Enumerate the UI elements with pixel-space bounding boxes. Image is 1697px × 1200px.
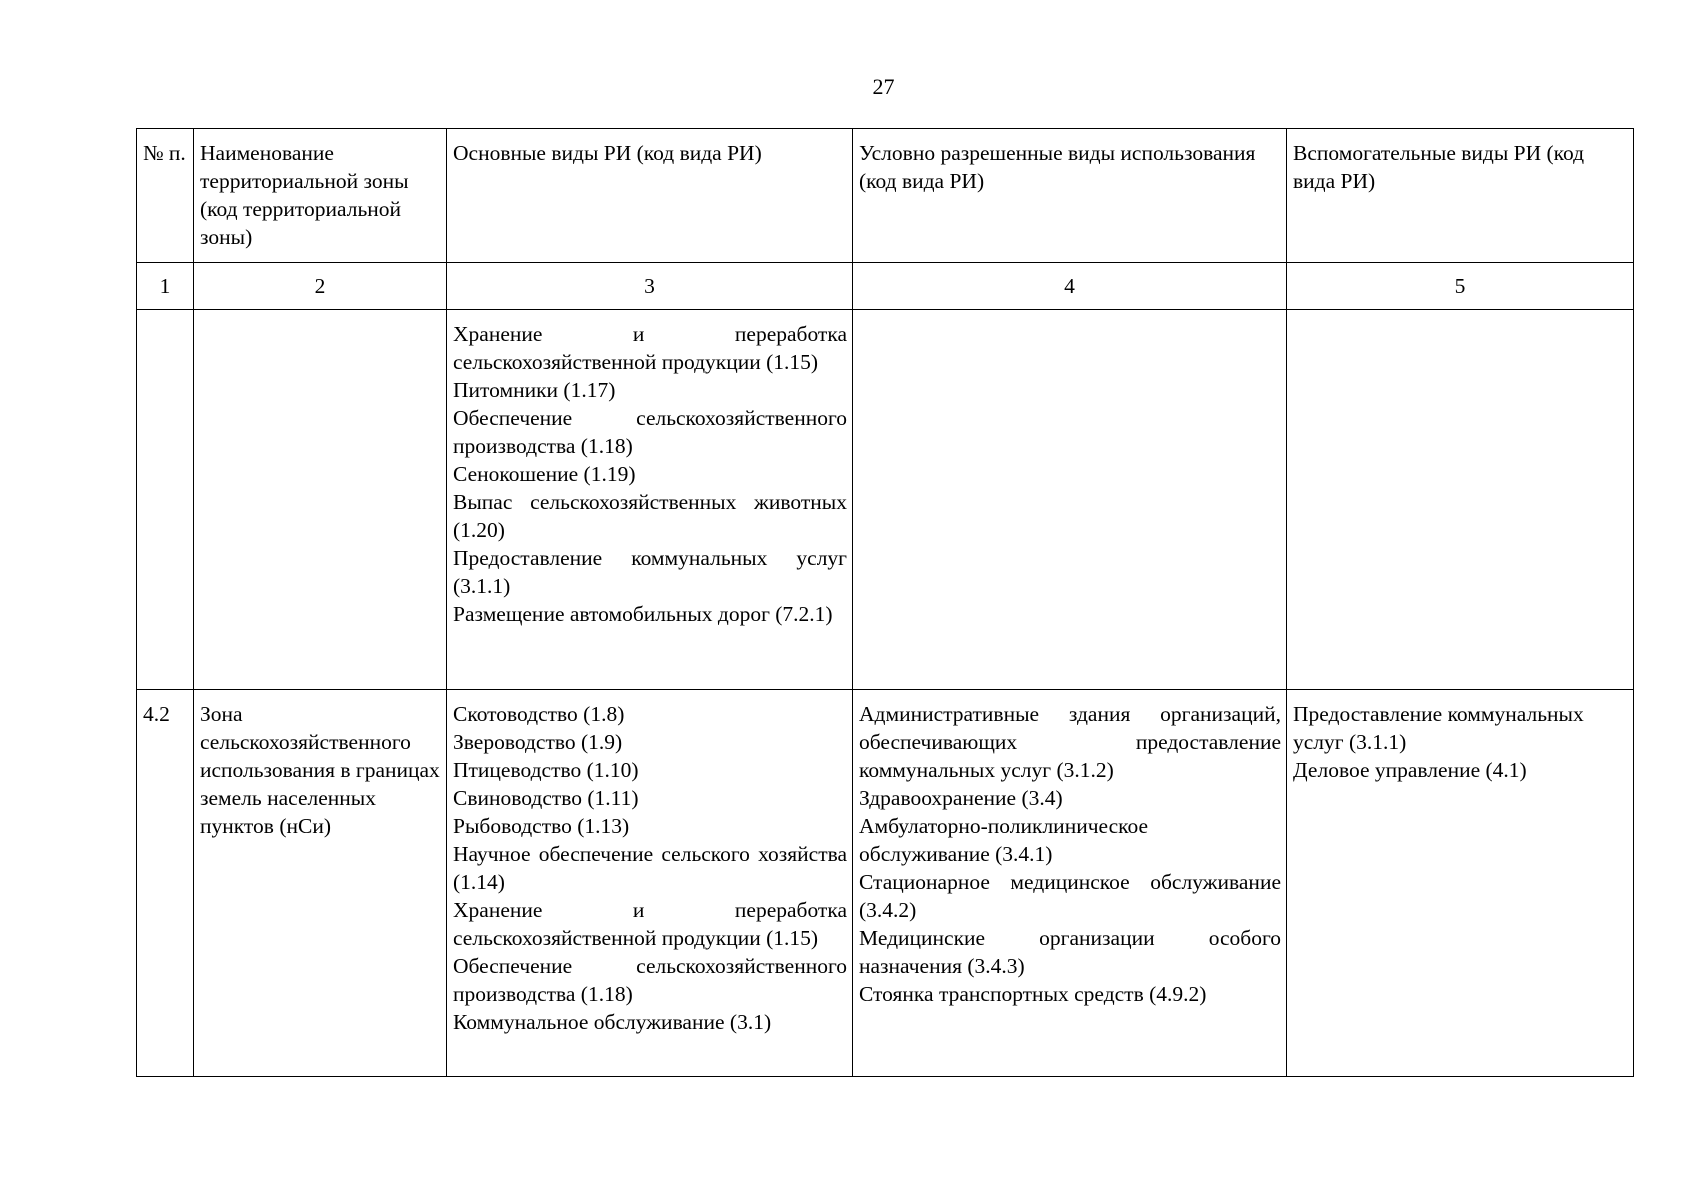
column-number: 4 [853,263,1287,310]
conditional-use-item: Здравоохранение (3.4) [859,786,1063,810]
conditional-use-item: Стоянка транспортных средств (4.9.2) [859,982,1207,1006]
main-use-item: Рыбоводство (1.13) [453,814,630,838]
header-auxiliary-uses: Вспомогательные виды РИ (код вида РИ) [1287,129,1634,263]
main-use-item: Научное обеспечение сельского хозяйства (1.14) [453,842,847,894]
auxiliary-use-item: Предоставление коммунальных услуг (3.1.1) [1293,702,1584,754]
main-uses-cell [447,690,853,1077]
auxiliary-uses-cell [1287,690,1634,1077]
row-number-cell [137,310,194,690]
main-use-item: Размещение автомобильных дорог (7.2.1) [453,602,833,626]
column-number: 3 [447,263,853,310]
conditional-uses-cell [853,690,1287,1077]
main-use-item: Хранение и переработка сельскохозяйственной продукции (1.15) [453,898,847,950]
table-row [137,690,1634,1077]
zone-name-cell [194,310,447,690]
main-use-item: Обеспечение сельскохозяйственного производства (1.18) [453,406,847,458]
main-use-item: Скотоводство (1.8) [453,702,625,726]
main-use-item: Выпас сельскохозяйственных животных (1.20) [453,490,847,542]
main-use-item: Обеспечение сельскохозяйственного производства (1.18) [453,954,847,1006]
row-number-cell: 4.2 [137,690,194,1077]
land-use-table [136,128,1634,1077]
main-use-item: Звероводство (1.9) [453,730,623,754]
header-conditional-uses: Условно разрешенные виды использования (код вида РИ) [853,129,1287,263]
main-use-item: Коммунальное обслуживание (3.1) [453,1010,772,1034]
conditional-use-item: Медицинские организации особого назначения (3.4.3) [859,926,1281,978]
column-number: 2 [194,263,447,310]
zone-name-cell: Зона сельскохозяйственного использования в границах земель населенных пунктов (нСи) [194,690,447,1077]
column-number: 5 [1287,263,1634,310]
header-main-uses: Основные виды РИ (код вида РИ) [447,129,853,263]
table-row [137,310,1634,690]
auxiliary-uses-cell [1287,310,1634,690]
main-uses-cell [447,310,853,690]
table-header-row [137,129,1634,263]
column-number: 1 [137,263,194,310]
auxiliary-use-item: Деловое управление (4.1) [1293,758,1527,782]
conditional-uses-cell [853,310,1287,690]
conditional-use-item: Стационарное медицинское обслуживание (3.4.2) [859,870,1281,922]
column-number-row [137,263,1634,310]
main-use-item: Свиноводство (1.11) [453,786,639,810]
page-number: 27 [872,74,895,99]
conditional-use-item: Амбулаторно-поликлиническое обслуживание (3.4.1) [859,814,1149,866]
main-use-item: Сенокошение (1.19) [453,462,636,486]
main-use-item: Предоставление коммунальных услуг (3.1.1) [453,546,847,598]
main-use-item: Птицеводство (1.10) [453,758,639,782]
header-number: № п. [137,129,194,263]
main-use-item: Хранение и переработка сельскохозяйственной продукции (1.15) [453,322,847,374]
main-use-item: Питомники (1.17) [453,378,616,402]
header-zone-name: Наименование территориальной зоны (код территориальной зоны) [194,129,447,263]
conditional-use-item: Административные здания организаций, обеспечивающих предоставление коммунальных услуг (3.1.2) [859,702,1281,782]
